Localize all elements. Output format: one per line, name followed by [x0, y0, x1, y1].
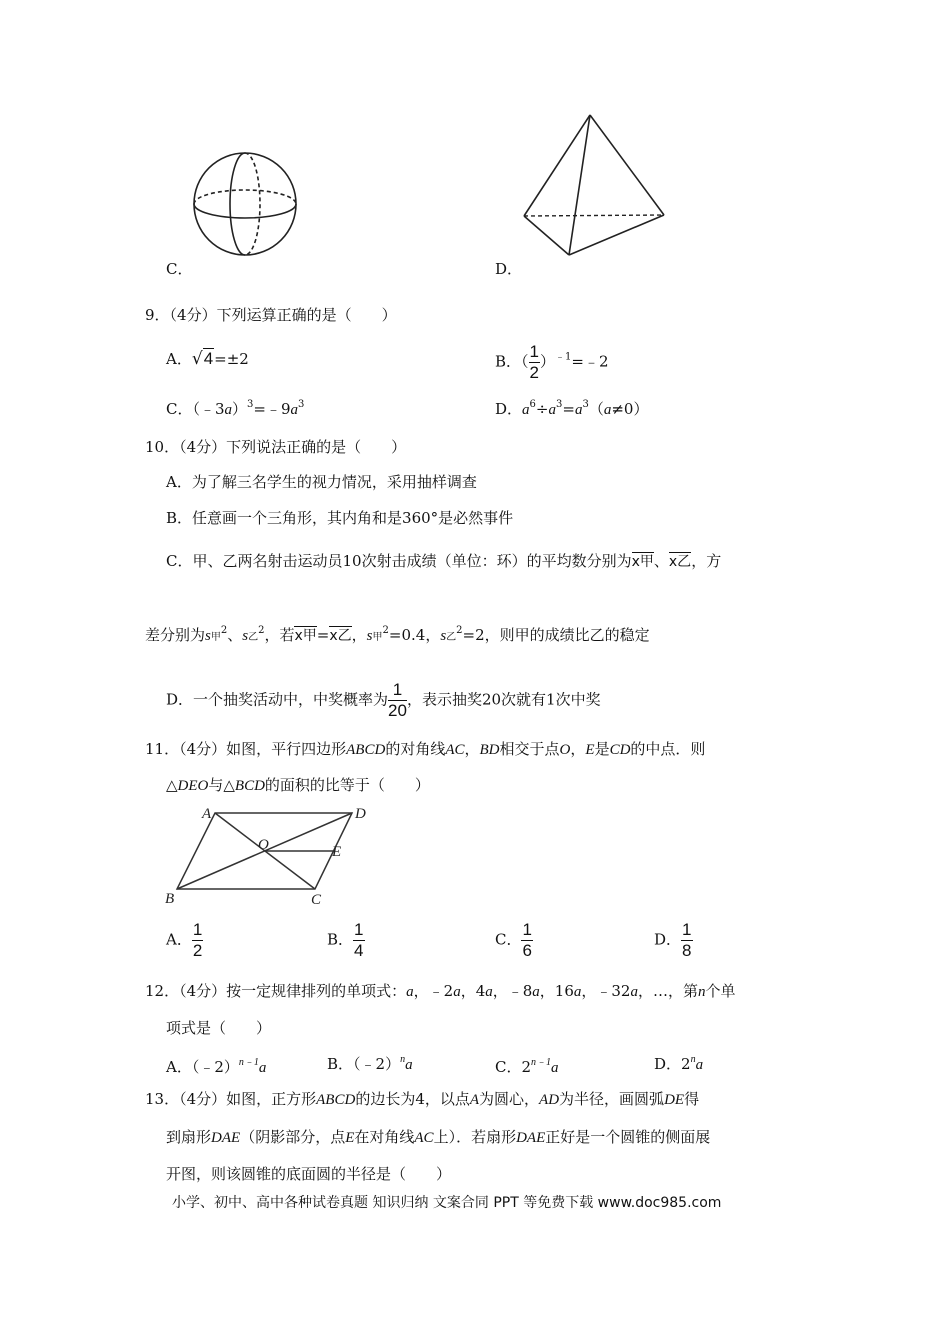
q10-option-c-line1: C．甲、乙两名射击运动员10次射击成绩（单位：环）的平均数分别为x甲、x乙，方 — [166, 552, 722, 570]
vertex-a-label: A — [202, 806, 212, 822]
q13-stem-line1: 13．（4分）如图，正方形ABCD的边长为4，以点A为圆心，AD为半径，画圆弧DE得 — [145, 1090, 700, 1108]
fraction: $\frac{1}{2}$ — [529, 342, 540, 382]
q11-option-b: B． $\frac{1}{4}$ — [327, 920, 364, 960]
q9-option-b: B．（ $\frac{1}{2}$ ）$^{﹣1}$=﹣2 — [495, 342, 609, 382]
q12-option-a: A．（﹣2）$^{n﹣1}$a — [166, 1057, 267, 1076]
q10-option-d: D．一个抽奖活动中，中奖概率为 $\frac{1}{20}$ ，表示抽奖20次就有1次中奖 — [166, 680, 601, 720]
q13-stem-line3: 开图，则该圆锥的底面圆的半径是（ ） — [166, 1165, 452, 1183]
parallelogram-figure — [160, 800, 375, 912]
q12-stem-line1: 12．（4分）按一定规律排列的单项式：a，﹣2a，4a，﹣8a，16a，﹣32a，…，第n个单 — [145, 982, 736, 1000]
q12-option-b: B．（﹣2）$^n$a — [327, 1054, 413, 1073]
q9-option-d: D．$a^6\div a^3=a^3(a\ne 0)$ — [495, 399, 649, 418]
sphere-figure — [185, 148, 305, 260]
q8-option-c-label: C． — [166, 260, 193, 278]
q11-option-a: A． $\frac{1}{2}$ — [166, 920, 203, 960]
q9-stem: 9．（4分）下列运算正确的是（ ） — [145, 306, 397, 324]
vertex-c-label: C — [311, 892, 322, 908]
q10-option-c-line2: 差分别为s甲$^2$、s乙$^2$，若x甲=x乙，s甲$^2$=0.4，s乙$^2$=2，则甲的成绩比乙的稳定 — [145, 625, 650, 644]
vertex-d-label: D — [355, 806, 366, 822]
q12-option-d: D．2$^n$a — [654, 1054, 704, 1073]
tetrahedron-figure — [518, 108, 670, 263]
q12-option-c: C．$2^{n﹣1}a$ — [495, 1057, 559, 1076]
q10-option-a: A．为了解三名学生的视力情况，采用抽样调查 — [166, 473, 477, 491]
mean-yi: x乙 — [668, 554, 692, 570]
point-e-label: E — [332, 844, 342, 860]
q13-stem-line2: 到扇形DAE（阴影部分，点E在对角线AC上）．若扇形DAE正好是一个圆锥的侧面展 — [166, 1128, 711, 1146]
point-o-label: O — [258, 837, 269, 853]
q9-option-c: C．$(﹣3a)^3=﹣9a^3$ — [166, 399, 305, 418]
vertex-b-label: B — [165, 891, 175, 907]
q12-stem-line2: 项式是（ ） — [166, 1019, 272, 1037]
page-footer: 小学、初中、高中各种试卷真题 知识归纳 文案合同 PPT 等免费下载 www.doc985.com — [172, 1195, 722, 1211]
q11-stem-line2: △DEO与△BCD的面积的比等于（ ） — [166, 776, 430, 794]
q10-option-b: B．任意画一个三角形，其内角和是360°是必然事件 — [166, 509, 514, 527]
fraction: $\frac{1}{20}$ — [388, 680, 407, 720]
q11-option-d: D． $\frac{1}{8}$ — [654, 920, 692, 960]
q9-option-a: A．√4=±2 — [166, 349, 249, 369]
sqrt-symbol: √4 — [191, 349, 214, 369]
mean-jia: x甲 — [631, 554, 654, 570]
q11-stem-line1: 11．（4分）如图，平行四边形ABCD的对角线AC，BD相交于点O，E是CD的中点．则 — [145, 740, 706, 758]
q10-stem: 10．（4分）下列说法正确的是（ ） — [145, 438, 407, 456]
q11-option-c: C． $\frac{1}{6}$ — [495, 920, 532, 960]
q8-option-d-label: D． — [495, 260, 523, 278]
